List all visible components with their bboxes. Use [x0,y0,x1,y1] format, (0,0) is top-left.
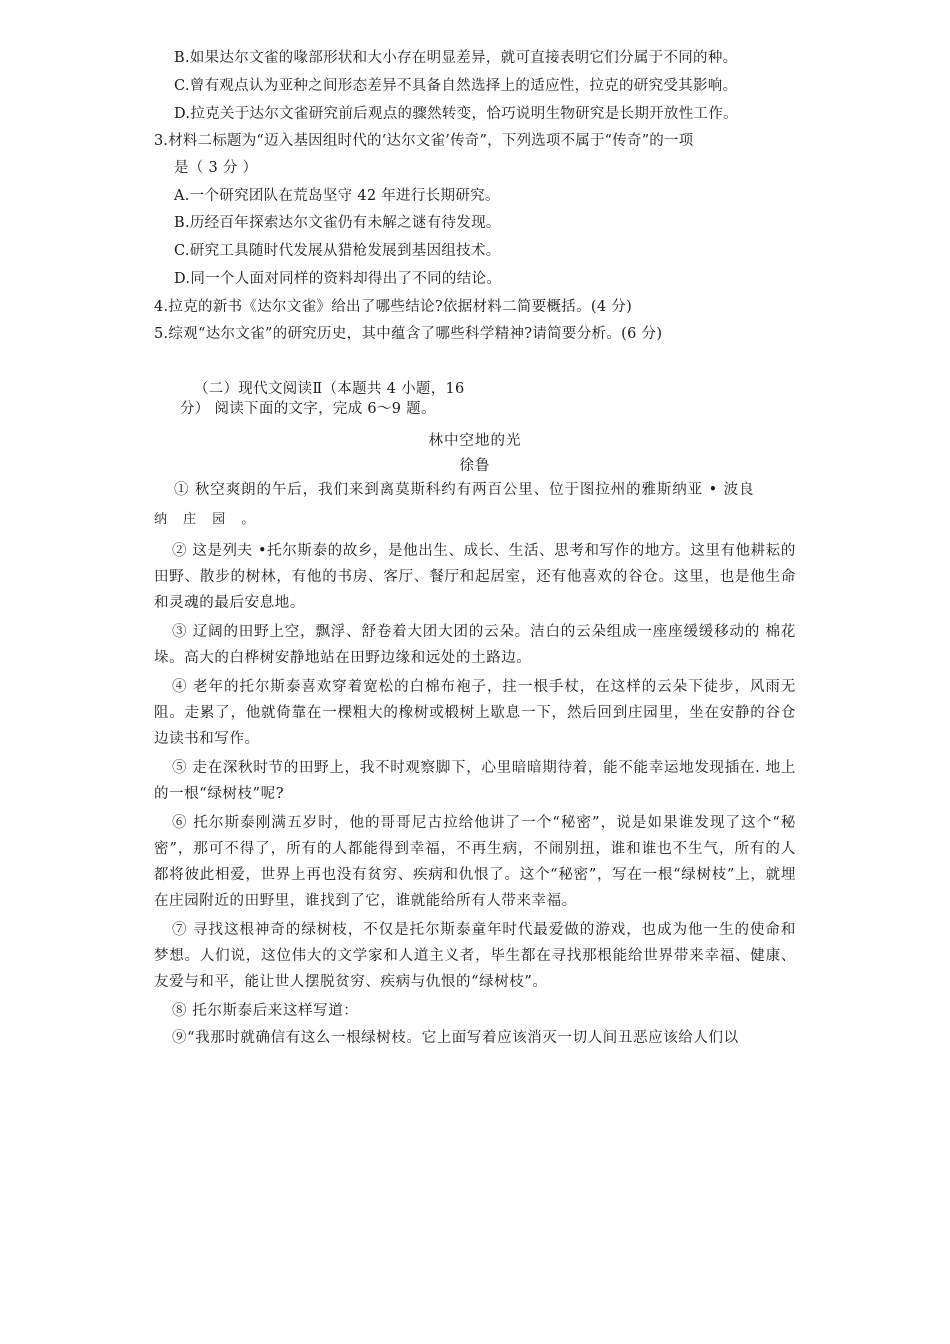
paragraph-3: ③ 辽阔的田野上空，飘浮、舒卷着大团大团的云朵。洁白的云朵组成一座座缓缓移动的 棉花垛。高大的白桦树安静地站在田野边缘和远处的土路边。 [154,624,796,666]
paragraph-8: ⑧ 托尔斯泰后来这样写道： [172,1003,359,1019]
q2-option-b: B.如果达尔文雀的喙部形状和大小存在明显差异，就可直接表明它们分属于不同的种。 [174,50,738,66]
q2-option-d: D.拉克关于达尔文雀研究前后观点的骤然转变，恰巧说明生物研究是长期开放性工作。 [174,106,738,122]
paragraph-7: ⑦ 寻找这根神奇的绿树枝，不仅是托尔斯泰童年时代最爱做的游戏，也成为他一生的使命和梦想。人们说，这位伟大的文学家和人道主义者，毕生都在寻找那根能给世界带来幸福、健康、友爱与和平，能让世人摆脱贫穷、疾病与仇恨的“绿树枝”。 [154,922,796,990]
question-5: 5.综观“达尔文雀”的研究历史，其中蕴含了哪些科学精神?请简要分析。(6 分) [154,326,663,342]
q3-stem-cont: 是（ 3 分 ） [174,160,258,176]
q3-option-c: C.研究工具随时代发展从猎枪发展到基因组技术。 [174,243,501,259]
q3-option-a: A.一个研究团队在荒岛坚守 42 年进行长期研究。 [174,188,500,204]
paragraph-1: ① 秋空爽朗的午后，我们来到离莫斯科约有两百公里、位于图拉州的雅斯纳亚 • 波良 [174,482,755,498]
paragraph-5: ⑤ 走在深秋时节的田野上，我不时观察脚下，心里暗暗期待着，能不能幸运地发现插在. 地上的一根“绿树枝”呢? [154,760,796,802]
article-title: 林中空地的光 [428,433,522,449]
q3-stem: 3.材料二标题为“迈入基因组时代的‘达尔文雀’传奇”，下列选项不属于“传奇”的一项 [154,133,694,149]
paragraph-9: ⑨“我那时就确信有这么一根绿树枝。它上面写着应该消灭一切人间丑恶应该给人们以 [172,1030,739,1046]
question-4: 4.拉克的新书《达尔文雀》给出了哪些结论?依据材料二简要概括。(4 分) [154,299,633,315]
article-author: 徐鲁 [459,458,491,474]
section-heading: （二）现代文阅读Ⅱ（本题共 4 小题，16 [194,381,465,397]
paragraph-4: ④ 老年的托尔斯泰喜欢穿着宽松的白棉布袍子，拄一根手杖，在这样的云朵下徒步，风雨无阻。走累了，他就倚靠在一棵粗大的橡树或椴树上歇息一下，然后回到庄园里，坐在安静的谷仓边读书和写作。 [154,679,796,747]
paragraph-2: ② 这是列夫 •托尔斯泰的故乡，是他出生、成长、生活、思考和写作的地方。这里有他耕耘的田野、散步的树林，有他的书房、客厅、餐厅和起居室，还有他喜欢的谷仓。这里，也是他生命和灵魂的最后安息地。 [154,543,796,611]
paragraph-6: ⑥ 托尔斯泰刚满五岁时，他的哥哥尼古拉给他讲了一个“秘密”，说是如果谁发现了这个“秘密”，那可不得了，所有的人都能得到幸福，不再生病，不闹别扭，谁和谁也不生气，所有的人都将彼此相爱，世界上再也没有贫穷、疾病和仇恨了。这个“秘密”，写在一根“绿树枝”上，就埋在庄园附近的田野里，谁找到了它，谁就能给所有人带来幸福。 [154,815,796,909]
q3-option-d: D.同一个人面对同样的资料却得出了不同的结论。 [174,271,502,287]
section-heading-cont: 分） 阅读下面的文字，完成 6～9 题。 [180,401,436,417]
q3-option-b: B.历经百年探索达尔文雀仍有未解之谜有待发现。 [174,215,501,231]
paragraph-1-cont: 纳 庄 园 。 [154,512,261,527]
q2-option-c: C.曾有观点认为亚种之间形态差异不具备自然选择上的适应性，拉克的研究受其影响。 [174,78,738,94]
